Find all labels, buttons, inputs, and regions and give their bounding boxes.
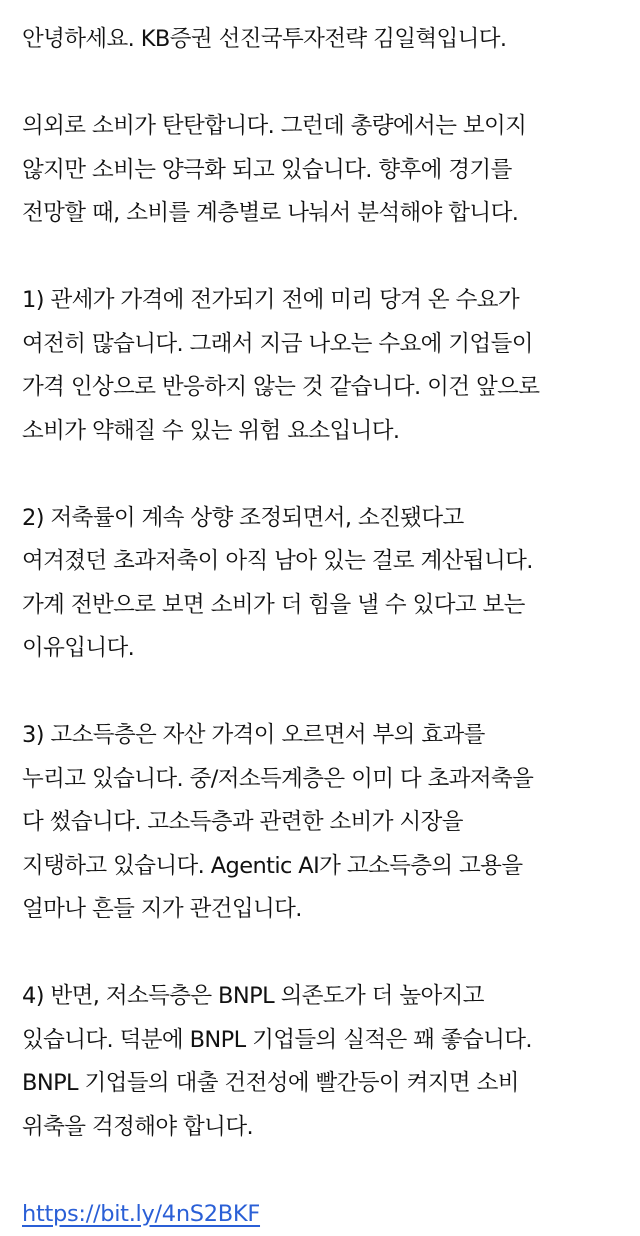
paragraph-gap bbox=[22, 1149, 622, 1193]
paragraph-gap bbox=[22, 236, 622, 280]
point2-paragraph bbox=[22, 497, 622, 671]
point2-line: 이유입니다. bbox=[22, 627, 622, 671]
point4-line: BNPL 기업들의 대출 건전성에 빨간등이 켜지면 소비 bbox=[22, 1062, 622, 1106]
point1-line: 여전히 많습니다. 그래서 지금 나오는 수요에 기업들이 bbox=[22, 323, 622, 367]
intro-line: 전망할 때, 소비를 계층별로 나눠서 분석해야 합니다. bbox=[22, 192, 622, 236]
point4-line: 4) 반면, 저소득층은 BNPL 의존도가 더 높아지고 bbox=[22, 975, 622, 1019]
point3-line: 다 썼습니다. 고소득층과 관련한 소비가 시장을 bbox=[22, 801, 622, 845]
paragraph-gap bbox=[22, 932, 622, 976]
paragraph-gap bbox=[22, 62, 622, 106]
point2-line: 가계 전반으로 보면 소비가 더 힘을 낼 수 있다고 보는 bbox=[22, 584, 622, 628]
point2-line: 여겨졌던 초과저축이 아직 남아 있는 걸로 계산됩니다. bbox=[22, 540, 622, 584]
point3-line: 지탱하고 있습니다. Agentic AI가 고소득층의 고용을 bbox=[22, 845, 622, 889]
point4-line: 있습니다. 덕분에 BNPL 기업들의 실적은 꽤 좋습니다. bbox=[22, 1019, 622, 1063]
point1-line: 소비가 약해질 수 있는 위험 요소입니다. bbox=[22, 410, 622, 454]
intro-line: 의외로 소비가 탄탄합니다. 그런데 총량에서는 보이지 bbox=[22, 105, 622, 149]
point2-line: 2) 저축률이 계속 상향 조정되면서, 소진됐다고 bbox=[22, 497, 622, 541]
point1-line: 가격 인상으로 반응하지 않는 것 같습니다. 이건 앞으로 bbox=[22, 366, 622, 410]
point4-paragraph bbox=[22, 975, 622, 1149]
paragraph-gap bbox=[22, 453, 622, 497]
point3-line: 얼마나 흔들 지가 관건입니다. bbox=[22, 888, 622, 932]
point1-line: 1) 관세가 가격에 전가되기 전에 미리 당겨 온 수요가 bbox=[22, 279, 622, 323]
paragraph-gap bbox=[22, 671, 622, 715]
point3-line: 3) 고소득층은 자산 가격이 오르면서 부의 효과를 bbox=[22, 714, 622, 758]
intro-paragraph bbox=[22, 105, 622, 236]
point4-line: 위축을 걱정해야 합니다. bbox=[22, 1106, 622, 1150]
point1-paragraph bbox=[22, 279, 622, 453]
point3-line: 누리고 있습니다. 중/저소득계층은 이미 다 초과저축을 bbox=[22, 758, 622, 802]
greeting-line: 안녕하세요. KB증권 선진국투자전략 김일혁입니다. bbox=[22, 18, 622, 62]
greeting-paragraph bbox=[22, 18, 622, 62]
intro-line: 않지만 소비는 양극화 되고 있습니다. 향후에 경기를 bbox=[22, 149, 622, 193]
shortlink[interactable]: https://bit.ly/4nS2BKF bbox=[22, 1193, 260, 1236]
point3-paragraph bbox=[22, 714, 622, 932]
